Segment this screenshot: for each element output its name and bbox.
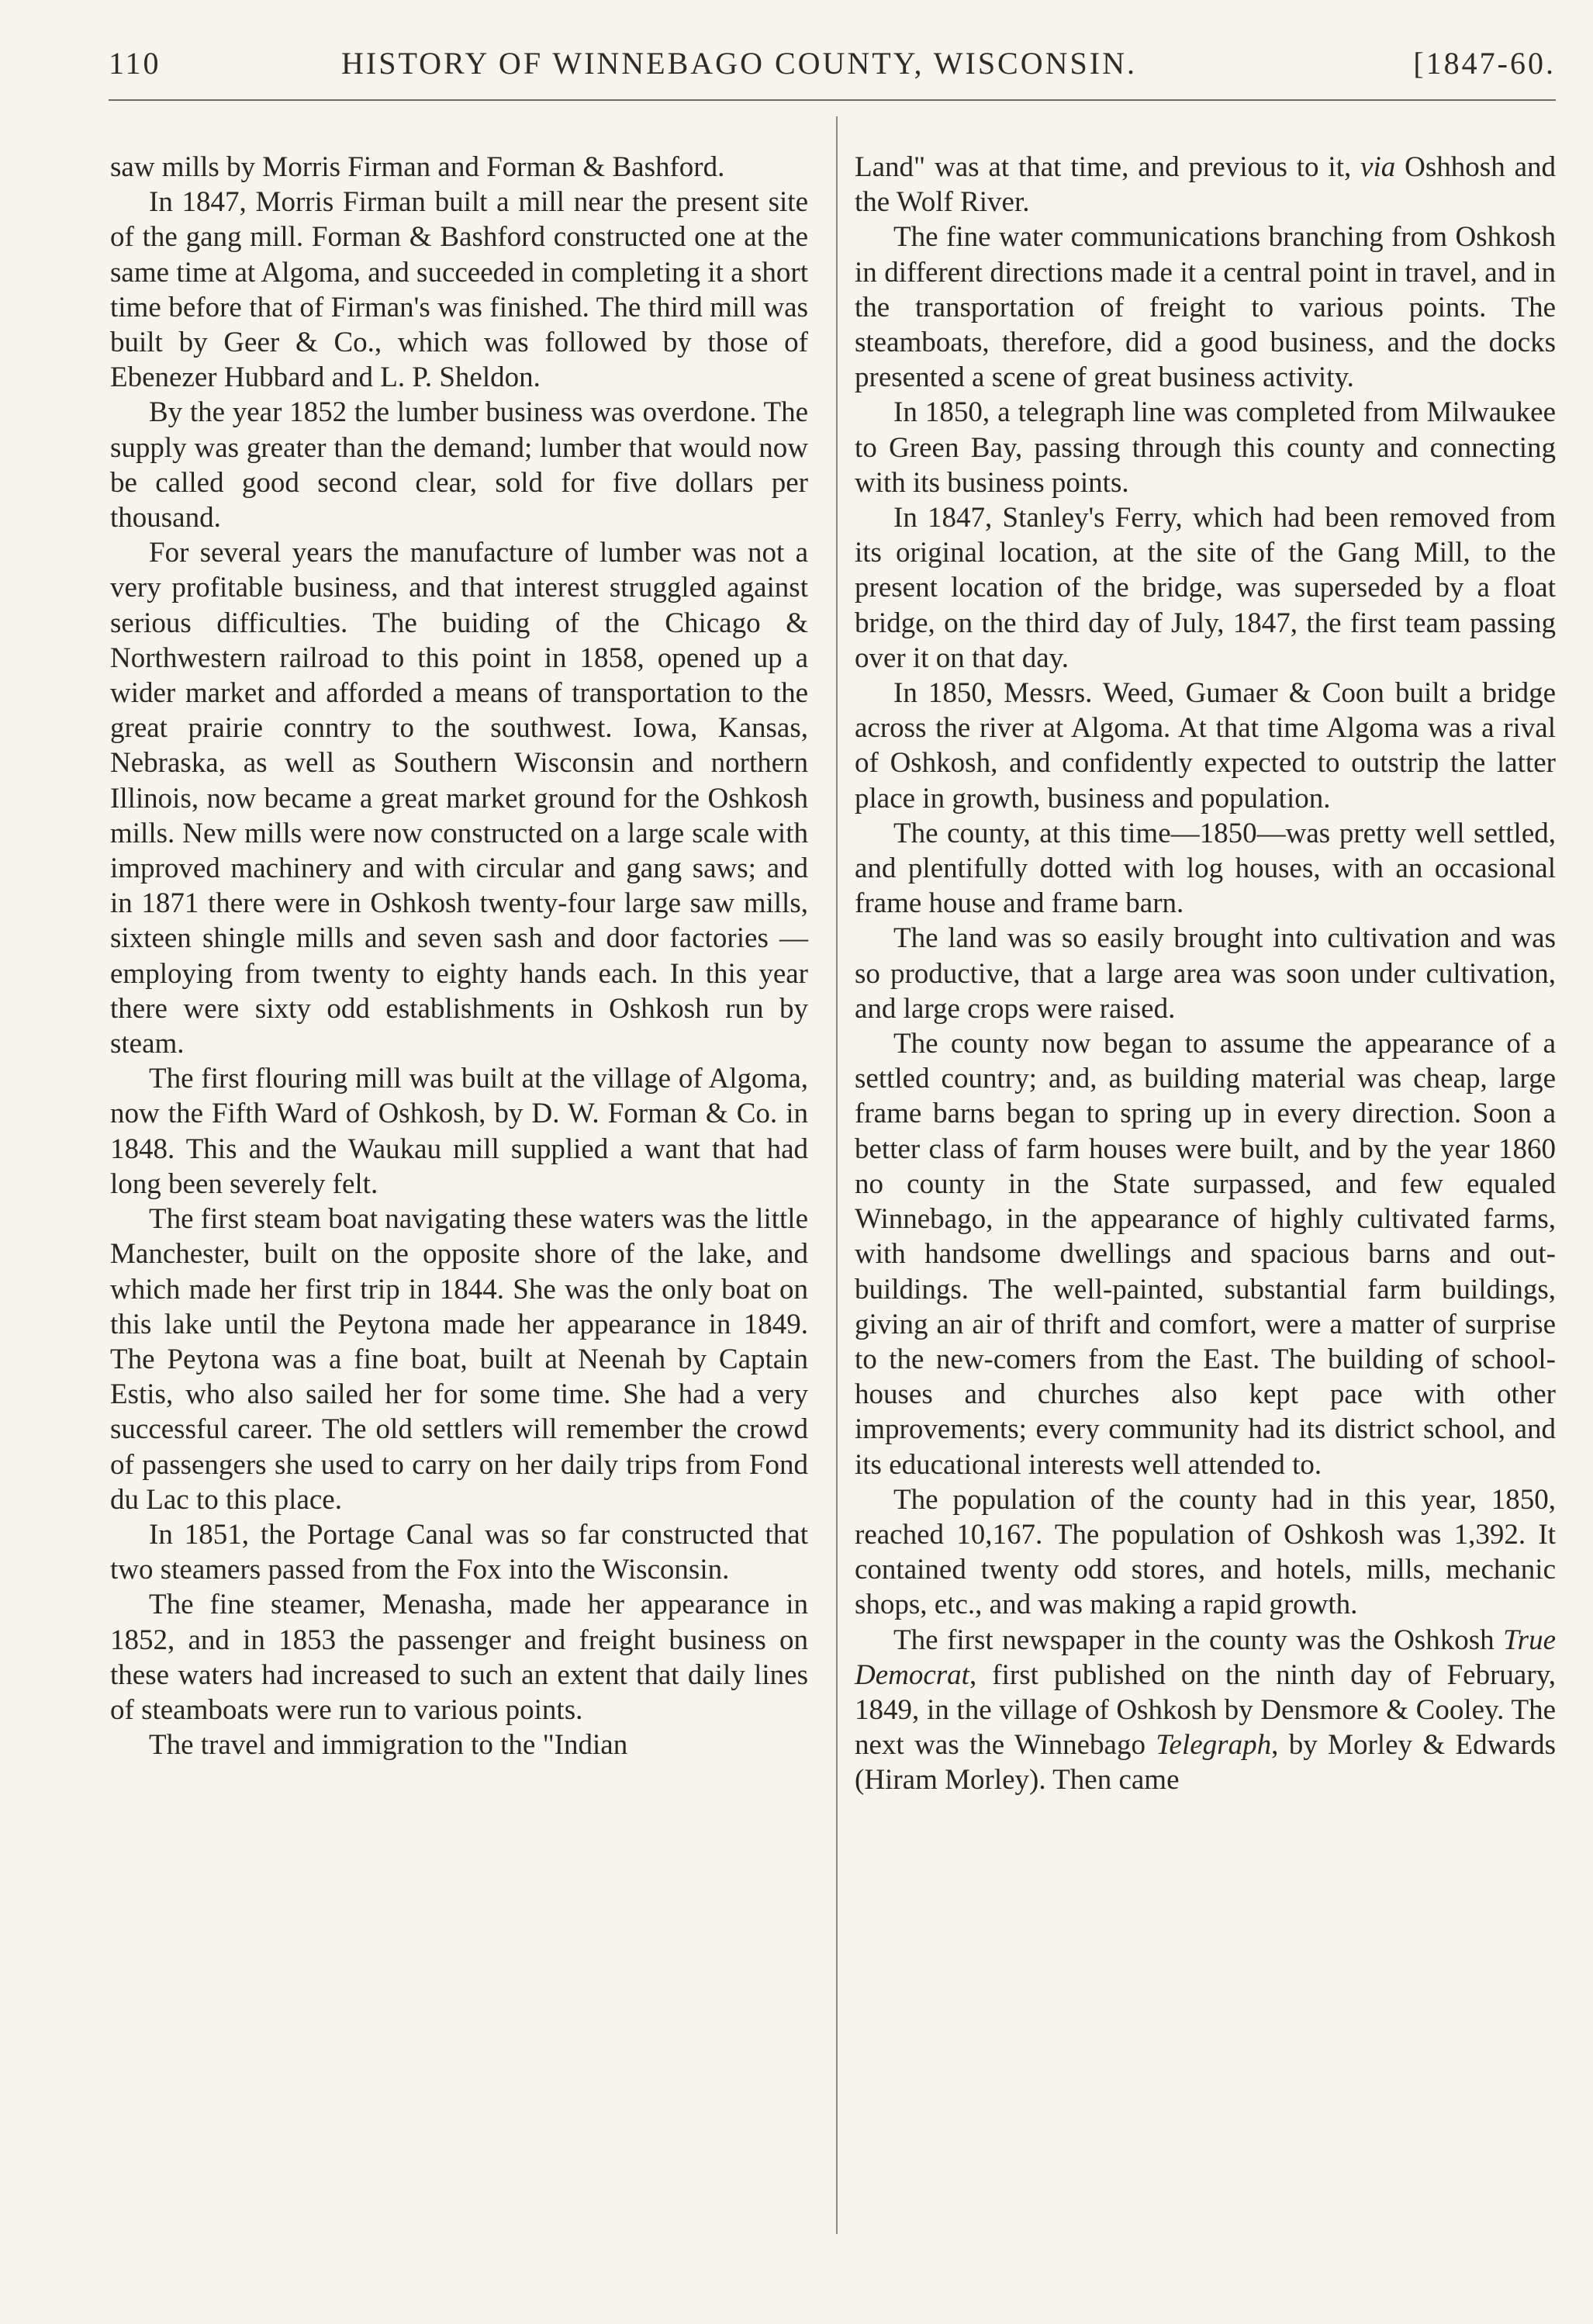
newspaper-title-telegraph: Telegraph [1156,1729,1272,1762]
paragraph-travel-immigration: The travel and immigration to the "Indian [149,1729,628,1762]
paragraph-sawmills-continued: saw mills by Morris Firman and Forman & Bashford. [110,151,725,183]
paragraph-first-mills: In 1847, Morris Firman built a mill near the present site of the gang mill. Forman & Bashford constructed one at the same time at Algoma, and succeeded in completing it a short time before that of Firman's was finished. The third mill was built by Geer & Co., which was followed by those of Ebenezer Hubbard and L. P. Sheldon. [110,186,808,394]
paragraph-telegraph: In 1850, a telegraph line was completed from Milwaukee to Green Bay, passing through this county and connecting with its business points. [855,396,1556,499]
paragraph-first-newspaper: The first newspaper in the county was the Oshkosh True Democrat, first published on the ninth day of February, 1849, in the village of Oshkosh by Densmore & Cooley. The next was the Winnebago Telegraph, by Morley & Edwards (Hiram Morley). Then came [855,1624,1557,1797]
paragraph-lumber-manufacture: For several years the manufacture of lumber was not a very profitable business, and that interest struggled against serious difficulties. The buiding of the Chicago & Northwestern railroad to this point in 1858, opened up a wider market and afforded a means of transportation to the great prairie conntry to the southwest. Iowa, Kansas, Nebraska, as well as Southern Wisconsin and northern Illinois, now became a great market ground for the Oshkosh mills. New mills were now constructed on a large scale with improved machinery and with circular and gang saws; and in 1871 there were in Oshkosh twenty-four large saw mills, sixteen shingle mills and seven sash and door factories — employing from twenty to eighty hands each. In this year there were sixty odd establishments in Oshkosh run by steam. [110,537,808,1060]
paragraph-county-settled: The county, at this time—1850—was pretty well settled, and plentifully dotted with log houses, with an occasional frame house and frame barn. [855,817,1556,920]
paragraph-flouring-mill: The first flouring mill was built at the village of Algoma, now the Fifth Ward of Oshkosh, by D. W. Forman & Co. in 1848. This and the Waukau mill supplied a want that had long been severely felt. [110,1063,808,1200]
paragraph-lumber-overdone: By the year 1852 the lumber business was overdone. The supply was greater than the demand; lumber that would now be called good second clear, sold for five dollars per thousand. [110,396,808,534]
paragraph-population: The population of the county had in this year, 1850, reached 10,167. The population of Oshkosh was 1,392. It contained twenty odd stores, and hotels, mills, mechanic shops, etc., and was making a rapid growth. [855,1483,1556,1621]
left-column [110,150,808,1762]
paragraph-cultivation: The land was so easily brought into cultivation and was so productive, that a large area was soon under cultivation, and large crops were raised. [855,922,1556,1025]
running-title: HISTORY OF WINNEBAGO COUNTY, WISCONSIN. [341,46,1137,81]
header-rule [109,99,1556,101]
paragraph-portage-canal: In 1851, the Portage Canal was so far constructed that two steamers passed from the Fox into the Wisconsin. [110,1518,808,1586]
running-header [109,45,1556,92]
paragraph-algoma-bridge: In 1850, Messrs. Weed, Gumaer & Coon built a bridge across the river at Algoma. At that time Algoma was a rival of Oshkosh, and confidently expected to outstrip the latter place in growth, business and population. [855,677,1556,814]
paragraph-first-steamboat: The first steam boat navigating these waters was the little Manchester, built on the opposite shore of the lake, and which made her first trip in 1844. She was the only boat on this lake until the Peytona made her appearance in 1849. The Peytona was a fine boat, built at Neenah by Captain Estis, who also sailed her for some time. She had a very successful career. The old settlers will remember the crowd of passengers she used to carry on her daily trips from Fond du Lac to this place. [110,1203,808,1516]
page-number: 110 [109,46,161,81]
paragraph-steamer-menasha: The fine steamer, Menasha, made her appearance in 1852, and in 1853 the passenger and freight business on these waters had increased to such an extent that daily lines of steamboats were run to various points. [110,1589,808,1726]
paragraph-water-communications: The fine water communications branching from Oshkosh in different directions made it a central point in travel, and in the transportation of freight to various points. The steamboats, therefore, did a good business, and the docks presented a scene of great business activity. [855,221,1556,394]
paragraph-stanleys-ferry: In 1847, Stanley's Ferry, which had been removed from its original location, at the site of the Gang Mill, to the present location of the bridge, was superseded by a float bridge, on the third day of July, 1847, the first team passing over it on that day. [855,502,1556,674]
paragraph-settled-country: The county now began to assume the appearance of a settled country; and, as building material was cheap, large frame barns began to spring up in every direction. Soon a better class of farm houses were built, and by the year 1860 no county in the State surpassed, and few equaled Winnebago, in the appearance of highly cultivated farms, with handsome dwellings and spacious barns and out-buildings. The well-painted, substantial farm buildings, giving an air of thrift and comfort, were a matter of surprise to the new-comers from the East. The building of school-houses and churches also kept pace with other improvements; every community had its district school, and its educational interests well attended to. [855,1028,1556,1481]
right-column [855,150,1556,1798]
newspaper-title-true-democrat: True Democrat [855,1624,1556,1691]
date-range: [1847-60. [1413,46,1556,81]
column-divider [836,116,838,2234]
paragraph-indian-land-continued: Land" was at that time, and previous to it, via Oshhosh and the Wolf River. [855,151,1556,219]
